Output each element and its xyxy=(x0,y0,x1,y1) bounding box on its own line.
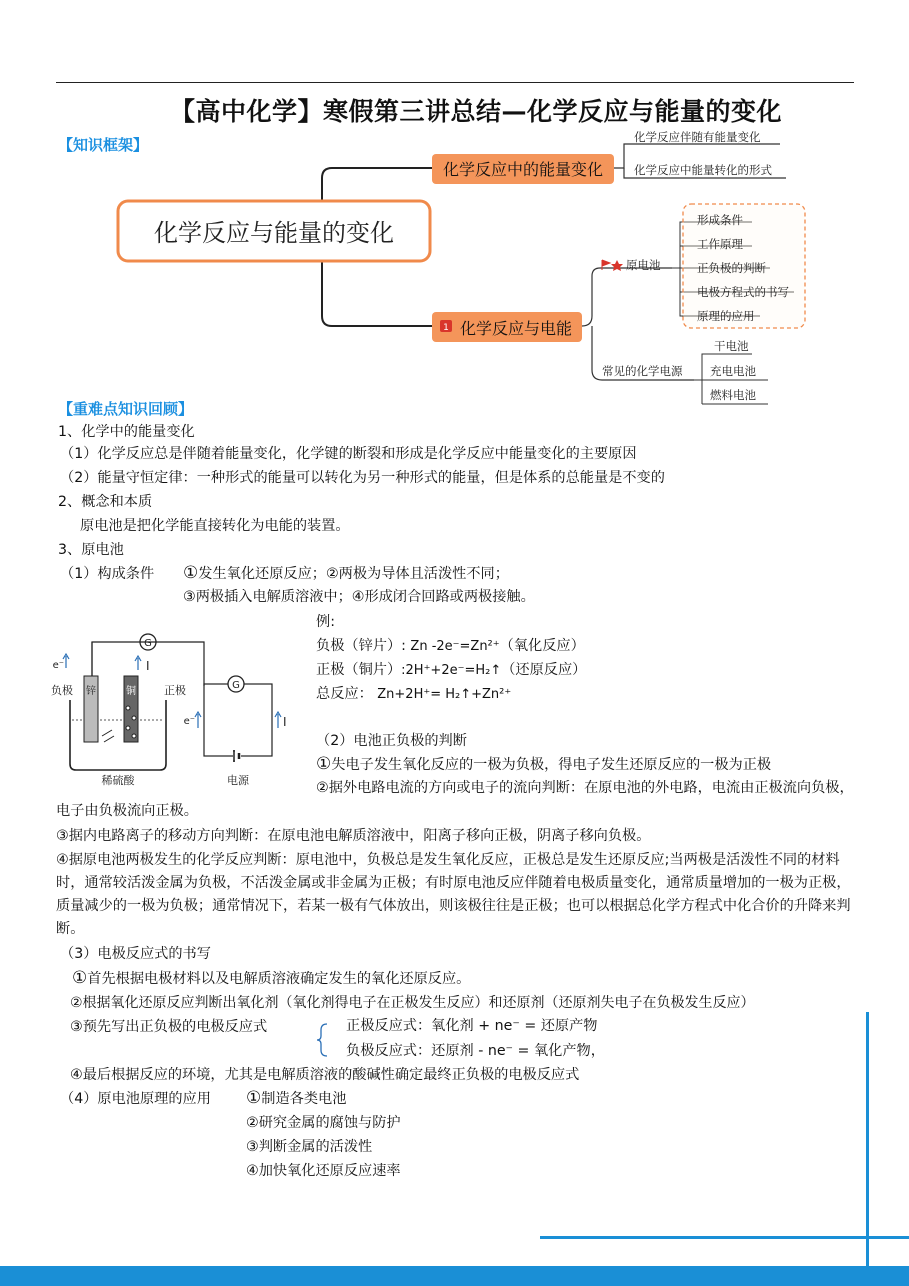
write-item-2: ②根据氧化还原反应判断出氧化剂（氧化剂得电子在正极发生反应）和还原剂（还原剂失电子在负极发生反应） xyxy=(70,995,755,1011)
branch1-child-1: 化学反应伴随有能量变化 xyxy=(634,130,761,144)
conditions-line-2: ③两极插入电解质溶液中；④形成闭合回路或两极接触。 xyxy=(183,589,535,605)
judge-item-2: ②据外电路电流的方向或电子的流向判断：在原电池的外电路，电流由正极流向负极，电子由负极流向正极。 xyxy=(56,780,854,819)
application-item-1: ①制造各类电池 xyxy=(246,1088,347,1108)
copper-label: 铜 xyxy=(126,686,136,697)
branch1-child-2: 化学反应中能量转化的形式 xyxy=(634,163,772,177)
write-item-1: ①首先根据电极材料以及电解质溶液确定发生的氧化还原反应。 xyxy=(72,968,471,988)
judge-item-4: ④据原电池两极发生的化学反应判断：原电池中，负极总是发生氧化反应，正极总是发生还原反应;当两极是活泼性不同的材料时，通常较活泼金属为负极，不活泼金属或非金属为正极；有时原电池反应伴随着电极质量变化，通常质量增加的一极为正极，质量减少的一极为负极；通常情况下，若某一极有气体放出，则该极往往是正极；也可以根据总化学方程式中化合价的升降来判断。 xyxy=(56,852,851,937)
current-label-1: I xyxy=(146,659,150,673)
source-label: 电源 xyxy=(227,774,249,787)
mindmap-galvanic-text: 原电池 xyxy=(626,258,661,272)
zinc-label: 锌 xyxy=(86,686,96,697)
positive-reaction: 正极（铜片）:2H⁺+2e⁻=H₂↑（还原反应） xyxy=(316,662,587,678)
electron-label-1: e⁻ xyxy=(52,660,64,671)
s1-heading: 1、化学中的能量变化 xyxy=(58,424,195,440)
example-label: 例: xyxy=(316,614,335,630)
galvanic-child-2: 工作原理 xyxy=(697,237,743,251)
decorative-horizontal-line xyxy=(540,1236,909,1239)
application-item-2: ②研究金属的腐蚀与防护 xyxy=(246,1115,401,1131)
knowledge-mindmap xyxy=(0,130,909,402)
decorative-vertical-line xyxy=(866,1012,869,1266)
conditions-line-1: ①发生氧化还原反应；②两极为导体且活泼性不同； xyxy=(183,563,509,583)
s2-heading: 2、概念和本质 xyxy=(58,494,153,510)
judge-heading: （2）电池正负极的判断 xyxy=(316,733,467,749)
galvanic-child-3: 正负极的判断 xyxy=(697,261,766,275)
mindmap-power-text: 常见的化学电源 xyxy=(602,364,683,378)
framework-heading: 【知识框架】 xyxy=(58,136,149,154)
application-item-3: ③判断金属的活泼性 xyxy=(246,1139,373,1155)
page-title: 【高中化学】寒假第三讲总结—化学反应与能量的变化 xyxy=(170,97,783,126)
power-child-1: 干电池 xyxy=(714,339,749,353)
electron-label-2: e⁻ xyxy=(183,716,195,727)
mindmap-branch1-text: 化学反应中的能量变化 xyxy=(442,160,604,179)
current-label-2: I xyxy=(283,715,287,729)
svg-text:1: 1 xyxy=(443,323,449,333)
write-item-3-positive: 正极反应式：氧化剂 + ne⁻ = 还原产物 xyxy=(346,1018,598,1034)
bottom-bar xyxy=(0,1266,909,1286)
application-item-4: ④加快氧化还原反应速率 xyxy=(246,1163,401,1179)
star-icon xyxy=(611,260,623,271)
review-heading: 【重难点知识回顾】 xyxy=(58,400,194,418)
s2-paragraph-1: 原电池是把化学能直接转化为电能的装置。 xyxy=(80,518,350,534)
mindmap-root-text: 化学反应与能量的变化 xyxy=(154,219,394,247)
judge-item-1: ①失电子发生氧化反应的一极为负极，得电子发生还原反应的一极为正极 xyxy=(316,754,772,774)
s1-paragraph-2: （2）能量守恒定律：一种形式的能量可以转化为另一种形式的能量，但是体系的总能量是不变的 xyxy=(60,470,665,486)
s1-paragraph-1: （1）化学反应总是伴随着能量变化，化学键的断裂和形成是化学反应中能量变化的主要原因 xyxy=(60,446,637,462)
positive-electrode-label: 正极 xyxy=(164,684,186,697)
connector-branch2 xyxy=(322,260,432,326)
galvanometer-label-2: G xyxy=(232,680,240,691)
total-reaction: 总反应： Zn+2H⁺= H₂↑+Zn²⁺ xyxy=(316,686,512,702)
brace-icon xyxy=(316,1022,330,1058)
power-child-2: 充电电池 xyxy=(710,364,756,378)
write-item-4: ④最后根据反应的环境，尤其是电解质溶液的酸碱性确定最终正负极的电极反应式 xyxy=(70,1067,580,1083)
connector-branch1 xyxy=(322,168,432,200)
negative-electrode-label: 负极 xyxy=(51,684,73,697)
s3-heading: 3、原电池 xyxy=(58,542,124,558)
application-heading: （4）原电池原理的应用 xyxy=(60,1091,211,1107)
power-child-3: 燃料电池 xyxy=(710,388,756,402)
galvanic-cell-figure xyxy=(40,628,310,788)
write-heading: （3）电极反应式的书写 xyxy=(60,946,211,962)
galvanic-child-1: 形成条件 xyxy=(697,213,743,227)
write-item-3-negative: 负极反应式：还原剂 - ne⁻ = 氧化产物， xyxy=(346,1043,605,1059)
galvanic-child-4: 电极方程式的书写 xyxy=(697,285,789,299)
conditions-label: （1）构成条件 xyxy=(60,566,155,582)
solution-label: 稀硫酸 xyxy=(101,774,135,787)
galvanic-child-5: 原理的应用 xyxy=(697,309,755,323)
negative-reaction: 负极（锌片）: Zn -2e⁻=Zn²⁺（氧化反应） xyxy=(316,638,585,654)
galvanometer-label-1: G xyxy=(144,638,152,649)
judge-item-3: ③据内电路离子的移动方向判断：在原电池电解质溶液中，阳离子移向正极，阴离子移向负极。 xyxy=(56,828,651,844)
mindmap-branch2-text: 化学反应与电能 xyxy=(459,319,573,338)
write-item-3: ③预先写出正负极的电极反应式 xyxy=(70,1019,268,1035)
top-rule xyxy=(56,82,854,83)
